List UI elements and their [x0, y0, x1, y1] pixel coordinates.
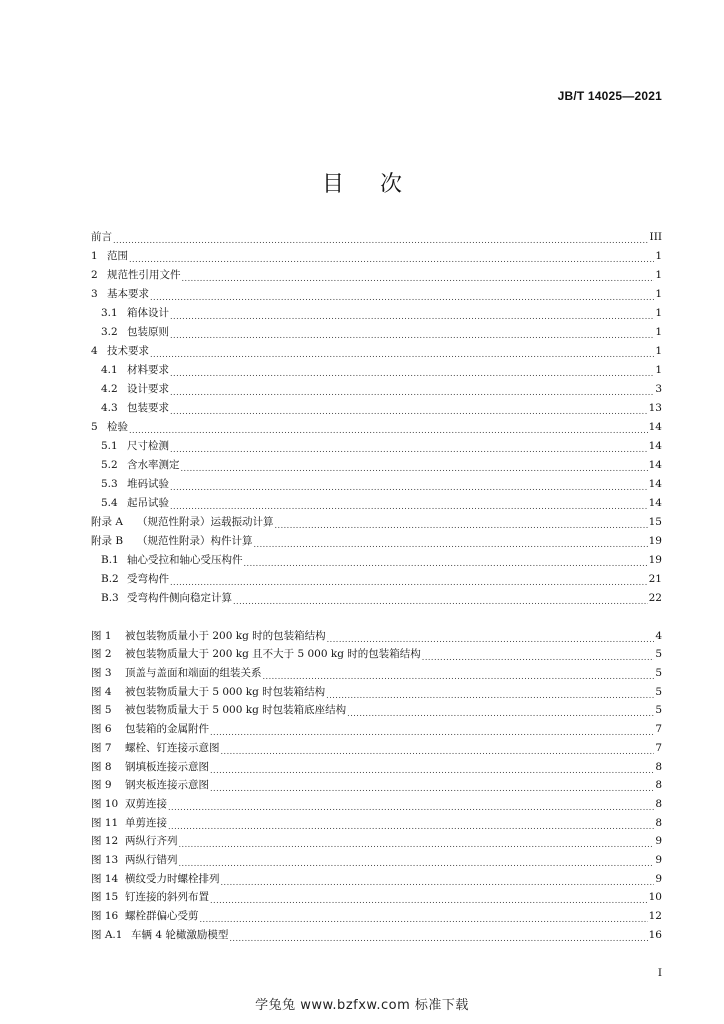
dot-leader: [221, 870, 655, 889]
figure-entry-page: 8: [655, 816, 662, 829]
figure-entry-number: 图 4: [91, 685, 112, 698]
figure-entry-number: 图 11: [91, 816, 119, 829]
toc-entry-page: 15: [648, 516, 662, 528]
figure-entry[interactable]: [91, 777, 662, 796]
figure-entry-label: 螺栓群偏心受剪: [125, 910, 199, 922]
figure-entry-number: 图 9: [91, 779, 112, 792]
figure-entry[interactable]: [91, 851, 662, 870]
toc-entry-number: 4.2: [101, 383, 118, 395]
toc-entry-label: 技术要求: [107, 345, 149, 357]
figure-entry-label: 螺栓、钉连接示意图: [125, 741, 220, 754]
toc-entry-page: 21: [648, 573, 662, 585]
toc-entry-number: 4: [91, 345, 98, 357]
figure-entry-page: 9: [655, 835, 662, 848]
footer-watermark[interactable]: 学兔兔 www.bzfxw.com 标准下载: [255, 998, 469, 1013]
dot-leader: [347, 701, 654, 720]
figure-entry[interactable]: [91, 814, 662, 833]
toc-entry-page: 14: [648, 459, 662, 471]
figure-entry[interactable]: [91, 664, 662, 683]
figure-entry-page: 9: [655, 853, 662, 866]
figure-entry[interactable]: [91, 739, 662, 758]
figure-entry-page: 8: [655, 760, 662, 773]
figure-entry-page: 7: [655, 741, 662, 754]
figure-entry-number: 图 13: [91, 853, 119, 866]
figure-entry-label: 钢填板连接示意图: [125, 760, 209, 773]
toc-entry[interactable]: [91, 361, 662, 380]
toc-entry-page: 1: [655, 288, 662, 300]
toc-entry-number: 5.4: [101, 497, 118, 509]
dot-leader: [179, 832, 655, 851]
dot-leader: [150, 342, 654, 361]
dot-leader: [170, 399, 648, 418]
toc-entry[interactable]: [91, 266, 662, 285]
figure-entry-number: 图 12: [91, 835, 119, 848]
toc-entry-page: 19: [648, 535, 662, 547]
figure-entry-number: 图 8: [91, 760, 112, 773]
figure-entry-number: 图 14: [91, 872, 119, 885]
toc-entry[interactable]: [91, 285, 662, 304]
toc-entry-page: 1: [655, 250, 662, 262]
dot-leader: [254, 532, 648, 551]
toc-entry-label: 基本要求: [107, 288, 149, 300]
toc-entry-number: 3: [91, 288, 98, 300]
toc-entry[interactable]: [91, 342, 662, 361]
toc-entry-number: 3.2: [101, 326, 118, 338]
toc-entry-label: 包装要求: [127, 402, 169, 414]
table-of-contents: [91, 228, 662, 608]
toc-entry[interactable]: [91, 513, 662, 532]
toc-entry-label: 检验: [107, 421, 128, 433]
figure-entry[interactable]: [91, 702, 662, 721]
dot-leader: [275, 513, 648, 532]
toc-entry-number: 3.1: [101, 307, 118, 319]
toc-entry-page: 14: [648, 497, 662, 509]
toc-entry-label: （规范性附录）运载振动计算: [137, 516, 274, 528]
page-title: [0, 167, 724, 198]
dot-leader: [263, 664, 655, 683]
toc-entry[interactable]: [91, 247, 662, 266]
dot-leader: [179, 851, 655, 870]
figure-entry-label: 包装箱的金属附件: [125, 723, 209, 736]
toc-entry-number: 5.1: [101, 440, 118, 452]
dot-leader: [327, 627, 655, 646]
toc-entry-number: B.2: [101, 573, 119, 585]
figure-entry-page: 5: [655, 667, 662, 680]
figure-entry-page: 16: [648, 928, 662, 941]
figure-entry[interactable]: [91, 870, 662, 889]
figure-entry-label: 双剪连接: [125, 797, 167, 810]
dot-leader: [210, 758, 654, 777]
toc-entry-page: 14: [648, 421, 662, 433]
dot-leader: [170, 304, 654, 323]
toc-entry[interactable]: [91, 532, 662, 551]
figure-entry-label: 钢夹板连接示意图: [125, 779, 209, 792]
toc-entry-page: 13: [648, 402, 662, 414]
figure-entry-number: 图 6: [91, 723, 112, 736]
dot-leader: [221, 739, 655, 758]
toc-entry-page: 14: [648, 478, 662, 490]
toc-entry-number: 附录 A: [91, 516, 123, 528]
figure-entry-label: 被包装物质量小于 200 kg 时的包装箱结构: [125, 629, 326, 642]
figure-entry-label: 被包装物质量大于 200 kg 且不大于 5 000 kg 时的包装箱结构: [125, 648, 421, 661]
figure-entry-label: 单剪连接: [125, 816, 167, 829]
figure-entry[interactable]: [91, 926, 662, 945]
figure-entry-number: 图 2: [91, 648, 112, 661]
figure-entry-number: 图 1: [91, 629, 112, 642]
toc-entry-page: 1: [655, 364, 662, 376]
figure-entry-number: 图 A.1: [91, 928, 123, 941]
dot-leader: [170, 380, 654, 399]
title-char-2: 次: [380, 172, 403, 197]
figure-entry[interactable]: [91, 646, 662, 665]
dot-leader: [170, 361, 654, 380]
toc-entry[interactable]: [91, 399, 662, 418]
figure-entry-page: 7: [655, 723, 662, 736]
toc-entry[interactable]: [91, 475, 662, 494]
dot-leader: [113, 228, 649, 247]
figure-entry-label: 横纹受力时螺栓排列: [125, 872, 220, 885]
dot-leader: [422, 645, 655, 664]
standard-code: JB/T 14025—2021: [557, 89, 662, 103]
figure-entry[interactable]: [91, 795, 662, 814]
figure-entry-page: 4: [655, 629, 662, 642]
figure-entry-page: 5: [655, 704, 662, 717]
toc-entry-page: 1: [655, 307, 662, 319]
toc-entry-number: 5: [91, 421, 98, 433]
toc-entry[interactable]: [91, 304, 662, 323]
toc-entry[interactable]: [91, 456, 662, 475]
toc-entry-number: 2: [91, 269, 98, 281]
figure-entry-label: 顶盖与盖面和端面的组装关系: [125, 667, 262, 680]
title-char-1: 目: [321, 172, 344, 197]
dot-leader: [168, 795, 654, 814]
figure-entry[interactable]: [91, 907, 662, 926]
dot-leader: [150, 285, 654, 304]
dot-leader: [210, 776, 654, 795]
figure-entry[interactable]: [91, 833, 662, 852]
dot-leader: [182, 266, 655, 285]
figure-entry-number: 图 10: [91, 797, 119, 810]
toc-entry-page: 1: [655, 326, 662, 338]
toc-entry-label: 前言: [91, 231, 112, 243]
toc-entry-label: 堆码试验: [127, 478, 169, 490]
figure-entry-number: 图 7: [91, 741, 112, 754]
figure-entry-page: 9: [655, 872, 662, 885]
figure-entry-number: 图 5: [91, 704, 112, 717]
toc-entry-label: 箱体设计: [127, 307, 169, 319]
toc-entry-number: 附录 B: [91, 535, 124, 547]
toc-entry[interactable]: [91, 418, 662, 437]
toc-entry-number: 5.3: [101, 478, 118, 490]
figure-entry-number: 图 15: [91, 891, 119, 904]
toc-entry-label: 设计要求: [127, 383, 169, 395]
figure-entry-label: 钉连接的斜列布置: [125, 891, 209, 904]
toc-entry[interactable]: [91, 494, 662, 513]
dot-leader: [168, 814, 654, 833]
toc-entry-label: 受弯构件: [127, 573, 169, 585]
figure-entry[interactable]: [91, 627, 662, 646]
toc-entry-page: 1: [655, 345, 662, 357]
figure-entry-page: 10: [648, 891, 662, 904]
toc-entry[interactable]: [91, 570, 662, 589]
toc-entry-page: 19: [648, 554, 662, 566]
figure-entry-page: 5: [655, 685, 662, 698]
dot-leader: [170, 494, 648, 513]
dot-leader: [129, 247, 654, 266]
figure-entry-label: 两纵行错列: [125, 853, 178, 866]
toc-entry-page: III: [649, 231, 662, 243]
figure-entry-page: 8: [655, 797, 662, 810]
figure-entry-label: 两纵行齐列: [125, 835, 178, 848]
toc-entry-label: 包装原则: [127, 326, 169, 338]
toc-entry[interactable]: [91, 437, 662, 456]
toc-entry-label: 材料要求: [127, 364, 169, 376]
figure-entry-number: 图 3: [91, 667, 112, 680]
toc-entry[interactable]: [91, 551, 662, 570]
toc-entry-label: 起吊试验: [127, 497, 169, 509]
toc-entry[interactable]: [91, 228, 662, 247]
toc-entry-number: 4.1: [101, 364, 118, 376]
figure-entry-number: 图 16: [91, 910, 119, 922]
toc-entry-page: 22: [648, 592, 662, 604]
page-number: I: [657, 967, 662, 979]
dot-leader: [210, 720, 654, 739]
figure-entry-page: 12: [648, 910, 662, 922]
figure-entry-label: 被包装物质量大于 5 000 kg 时包装箱结构: [125, 685, 326, 698]
figure-entry-page: 5: [655, 648, 662, 661]
toc-entry-label: 受弯构件侧向稳定计算: [127, 592, 232, 604]
figure-list: [91, 627, 662, 945]
toc-entry-label: 尺寸检测: [127, 440, 169, 452]
toc-entry[interactable]: [91, 323, 662, 342]
dot-leader: [326, 683, 654, 702]
toc-entry[interactable]: [91, 380, 662, 399]
dot-leader: [210, 888, 648, 907]
figure-entry-page: 8: [655, 779, 662, 792]
toc-entry-label: 规范性引用文件: [107, 269, 181, 281]
figure-entry[interactable]: [91, 889, 662, 908]
dot-leader: [200, 907, 648, 926]
dot-leader: [244, 551, 648, 570]
toc-entry-number: 5.2: [101, 459, 118, 471]
dot-leader: [181, 456, 648, 475]
dot-leader: [233, 589, 648, 608]
toc-entry-number: B.3: [101, 592, 119, 604]
toc-entry[interactable]: [91, 589, 662, 608]
dot-leader: [129, 418, 648, 437]
toc-entry-label: 轴心受拉和轴心受压构件: [127, 554, 243, 566]
toc-entry-label: 含水率测定: [127, 459, 180, 471]
figure-entry[interactable]: [91, 758, 662, 777]
figure-entry[interactable]: [91, 720, 662, 739]
toc-entry-label: （规范性附录）构件计算: [137, 535, 253, 547]
dot-leader: [170, 570, 648, 589]
toc-entry-number: 1: [91, 250, 98, 262]
dot-leader: [170, 437, 648, 456]
toc-entry-page: 3: [655, 383, 662, 395]
toc-entry-page: 14: [648, 440, 662, 452]
dot-leader: [229, 926, 647, 945]
toc-entry-page: 1: [655, 269, 662, 281]
dot-leader: [170, 323, 654, 342]
figure-entry-label: 车辆 4 轮橄激励模型: [131, 928, 229, 941]
dot-leader: [170, 475, 648, 494]
toc-entry-number: B.1: [101, 554, 119, 566]
figure-entry-label: 被包装物质量大于 5 000 kg 时包装箱底座结构: [125, 704, 347, 717]
figure-entry[interactable]: [91, 683, 662, 702]
toc-entry-number: 4.3: [101, 402, 118, 414]
toc-entry-label: 范围: [107, 250, 128, 262]
